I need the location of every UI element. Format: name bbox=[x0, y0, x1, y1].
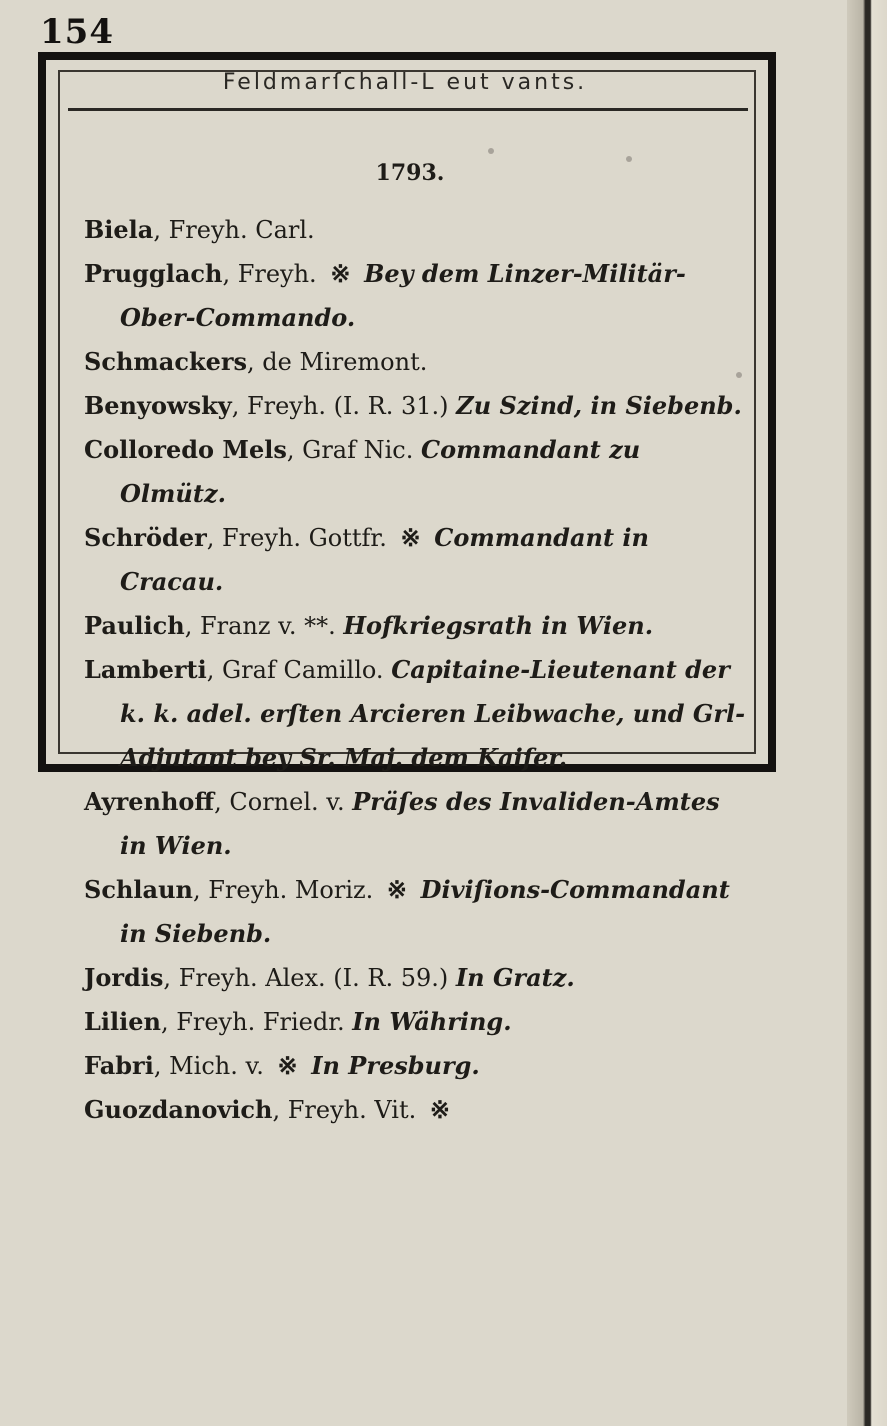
entry-title: Freyh. Carl. bbox=[168, 216, 315, 244]
entry-title: Graf Nic. bbox=[302, 436, 414, 464]
entry-name: Schlaun bbox=[84, 875, 193, 904]
list-item: Ayrenhoff, Cornel. v. Präſes des Invaliden-Amtes in Wien. bbox=[84, 787, 720, 860]
entry-name: Lamberti bbox=[84, 655, 207, 684]
entry-list bbox=[84, 208, 754, 1132]
entry-title: de Miremont. bbox=[262, 348, 428, 376]
list-item: Lamberti, Graf Camillo. Capitaine-Lieutenant der k. k. adel. erſten Arcieren Leibwache, und Grl-Adjutant bey Sr. Maj. dem Kaiſer. bbox=[84, 655, 746, 772]
entry-name: Fabri bbox=[84, 1051, 154, 1080]
entry-name: Schröder bbox=[84, 523, 207, 552]
list-item: Paulich, Franz v. **. Hofkriegsrath in Wien. bbox=[84, 611, 654, 640]
entry-title: Freyh. (I. R. 31.) bbox=[246, 392, 449, 420]
entry-note: In Presburg. bbox=[311, 1051, 480, 1080]
entry-note: Zu Szind, in Siebenb. bbox=[456, 391, 742, 420]
entry-note: In Gratz. bbox=[455, 963, 575, 992]
entry-title: Mich. v. bbox=[169, 1052, 264, 1080]
entry-title: Freyh. Alex. (I. R. 59.) bbox=[178, 964, 449, 992]
entry-title: Freyh. bbox=[237, 260, 317, 288]
entry-note: Bey dem Linzer-Militär-Ober-Commando. bbox=[120, 259, 686, 332]
list-item: Guozdanovich, Freyh. Vit. ※ bbox=[84, 1095, 450, 1124]
paper-spot bbox=[488, 148, 494, 154]
year-heading: 1793. bbox=[375, 160, 445, 186]
list-item: Fabri, Mich. v. ※ In Presburg. bbox=[84, 1051, 480, 1080]
page-number: 154 bbox=[40, 12, 114, 52]
order-mark-icon: ※ bbox=[400, 523, 421, 552]
header-rule bbox=[68, 108, 748, 111]
paper-spot bbox=[626, 156, 632, 162]
entry-note: Präſes des Invaliden-Amtes in Wien. bbox=[120, 787, 720, 860]
list-item: Schmackers, de Miremont. bbox=[84, 347, 428, 376]
order-mark-icon: ※ bbox=[330, 259, 351, 288]
order-mark-icon: ※ bbox=[386, 875, 408, 904]
entry-name: Schmackers bbox=[84, 347, 248, 376]
entry-title: Freyh. Friedr. bbox=[176, 1008, 345, 1036]
list-item: Prugglach, Freyh. ※ Bey dem Linzer-Militär-Ober-Commando. bbox=[84, 259, 686, 332]
entry-title: Freyh. Vit. bbox=[287, 1096, 417, 1124]
entry-name: Jordis bbox=[84, 963, 164, 992]
list-item: Biela, Freyh. Carl. bbox=[84, 215, 315, 244]
entry-title: Cornel. v. bbox=[229, 788, 345, 816]
entry-name: Biela bbox=[84, 215, 154, 244]
entry-name: Ayrenhoff bbox=[84, 787, 215, 816]
entry-note: Hofkriegsrath in Wien. bbox=[343, 611, 654, 640]
entry-name: Colloredo Mels bbox=[84, 435, 287, 464]
list-item: Schröder, Freyh. Gottfr. ※ Commandant in Cracau. bbox=[84, 523, 649, 596]
running-header: Feldmarſchall-L eut vants. bbox=[222, 70, 588, 95]
list-item: Schlaun, Freyh. Moriz. ※ Diviſions-Commandant in Siebenb. bbox=[84, 875, 730, 948]
entry-name: Prugglach bbox=[84, 259, 223, 288]
entry-name: Benyowsky bbox=[84, 391, 232, 420]
entry-name: Lilien bbox=[84, 1007, 161, 1036]
entry-name: Guozdanovich bbox=[84, 1095, 273, 1124]
entry-note: Diviſions-Commandant in Siebenb. bbox=[120, 875, 730, 948]
entry-note: Capitaine-Lieutenant der k. k. adel. erſten Arcieren Leibwache, und Grl-Adjutant bey Sr. Maj. dem Kaiſer. bbox=[120, 655, 746, 772]
entry-title: Freyh. Moriz. bbox=[208, 876, 374, 904]
list-item: Jordis, Freyh. Alex. (I. R. 59.) In Gratz. bbox=[84, 963, 575, 992]
order-mark-icon: ※ bbox=[429, 1095, 450, 1124]
order-mark-icon: ※ bbox=[277, 1051, 298, 1080]
entry-title: Graf Camillo. bbox=[221, 656, 384, 684]
entry-note: Commandant zu Olmütz. bbox=[120, 435, 641, 508]
entry-name: Paulich bbox=[84, 611, 185, 640]
list-item: Lilien, Freyh. Friedr. In Währing. bbox=[84, 1007, 512, 1036]
entry-title: Franz v. **. bbox=[199, 612, 336, 640]
list-item: Benyowsky, Freyh. (I. R. 31.) Zu Szind, in Siebenb. bbox=[84, 391, 742, 420]
list-item: Colloredo Mels, Graf Nic. Commandant zu Olmütz. bbox=[84, 435, 641, 508]
entry-note: Commandant in Cracau. bbox=[120, 523, 649, 596]
page-edge bbox=[847, 0, 887, 1426]
entry-note: In Währing. bbox=[352, 1007, 512, 1036]
entry-title: Freyh. Gottfr. bbox=[222, 524, 387, 552]
